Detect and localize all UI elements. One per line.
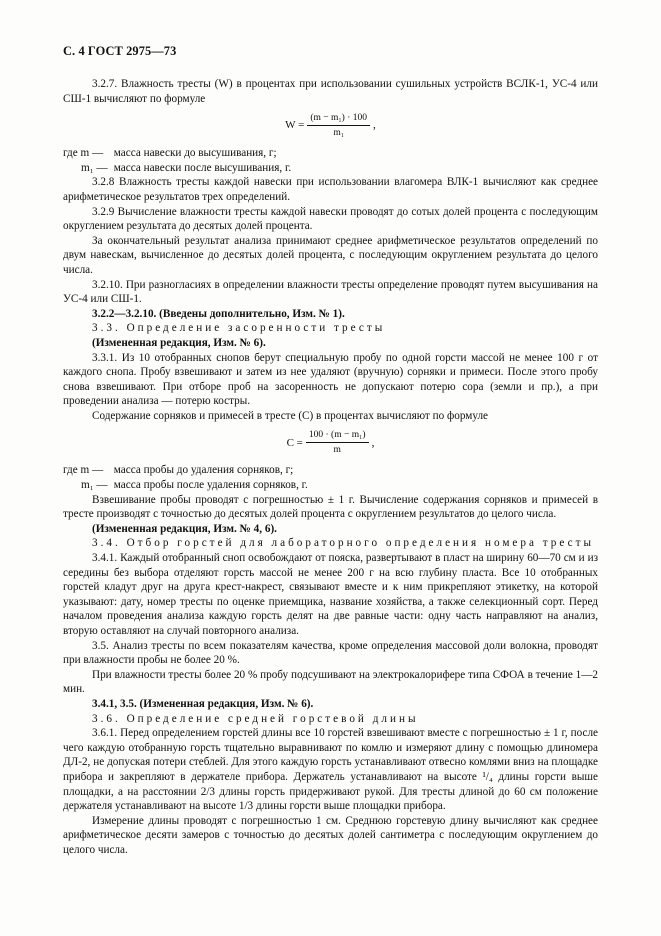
paragraph-3-2-9: 3.2.9 Вычисление влажности тресты каждой навески проводят до сотых долей процента с последующим округлением результата до десятых долей процента. <box>63 205 598 233</box>
formula-weeds <box>63 429 598 459</box>
paragraph-3-5: 3.5. Анализ тресты по всем показателям качества, кроме определения массовой доли волокна, проводят при влажности пробы не более 20 %. <box>63 639 598 667</box>
variable-definition <box>63 478 598 493</box>
variable-definitions-1 <box>63 146 598 175</box>
variable-label: m₁ — <box>81 161 108 174</box>
formula-denominator: m <box>333 445 341 456</box>
amendment-note: 3.2.2—3.2.10. (Введены дополнительно, Изм. № 1). <box>92 307 345 320</box>
paragraph-3-2-10: 3.2.10. При разногласиях в определении влажности тресты определение проводят путем высушивания на УС-4 или СШ-1. <box>63 278 598 306</box>
amendment-note: 3.4.1, 3.5. (Измененная редакция, Изм. № 6). <box>92 697 314 710</box>
formula-numerator: (m − m₁) · 100 <box>307 112 370 126</box>
section-heading-3-6: 3.6. Определение средней горстевой длины <box>92 712 419 725</box>
paragraph-3-6-1: 3.6.1. Перед определением горстей длины все 10 горстей взвешивают вместе с погрешностью ± 1 г, после чего каждую отобранную горсть тщательно выравнивают по комлю и измеряют длину с помощью длиномера ДЛ-2, не допуская потери стеблей. Для этого каждую горсть устанавливают отвесно комлями вниз на площадке прибора и закрепляют в держателе прибора. Держатель устанавливают на высоте ¹/₄ длины горсти выше площадки, а на расстоянии 2/3 длины горсть придерживают рукой. Для тресты длиной до 60 см положение держателя устанавливают на высоте 1/3 длины горсти выше площадки прибора. <box>63 727 598 813</box>
section-heading-3-3: 3.3. Определение засоренности тресты <box>92 322 386 335</box>
variable-definition <box>63 161 598 176</box>
formula-comma: , <box>373 119 376 132</box>
variable-definition <box>63 463 598 478</box>
paragraph-weeds-formula-intro: Содержание сорняков и примесей в тресте (С) в процентах вычисляют по формуле <box>92 409 488 422</box>
variable-label: m₁ — <box>81 479 108 492</box>
formula-moisture <box>63 112 598 142</box>
formula-lhs: W = <box>285 119 305 132</box>
variable-label: где m — <box>63 464 104 477</box>
variable-definition <box>63 146 598 161</box>
document-body <box>63 77 598 858</box>
amendment-note: (Измененная редакция, Изм. № 6). <box>92 336 266 349</box>
paragraph-3-2-8: 3.2.8 Влажность тресты каждой навески при использовании влагомера ВЛК-1 вычисляют как среднее арифметическое результатов трех определений. <box>63 176 598 203</box>
variable-definitions-2 <box>63 463 598 492</box>
paragraph-3-3-1: 3.3.1. Из 10 отобранных снопов берут специальную пробу по одной горсти массой не менее 100 г от каждого снопа. Пробу взвешивают и затем из нее удаляют (вручную) сорняки и примеси. После этого пробу снова взвешивают. При отборе проб на засоренность не допускают потерю сора (земли и пр.), а при проведении анализа — потерю костры. <box>63 351 598 408</box>
formula-fraction <box>306 429 369 456</box>
paragraph-3-2-7: 3.2.7. Влажность тресты (W) в процентах при использовании сушильных устройств ВСЛК-1, УС-4 или СШ-1 вычисляют по формуле <box>63 78 598 105</box>
section-heading-3-4: 3.4. Отбор горстей для лабораторного определения номера тресты <box>92 537 594 550</box>
page-header: С. 4 ГОСТ 2975—73 <box>63 44 177 58</box>
variable-label: где m — <box>63 147 104 160</box>
paragraph-length-measurement: Измерение длины проводят с погрешностью 1 см. Среднюю горстевую длину вычисляют как среднее арифметическое десяти замеров с точностью до десятых долей сантиметра с последующим округлением до целого числа. <box>63 814 598 856</box>
paragraph-3-4-1: 3.4.1. Каждый отобранный сноп освобождают от пояска, развертывают в пласт на ширину 60—70 см и из середины без выбора отделяют горсть массой не менее 200 г на всю глубину пласта. Все 10 отобранных горстей кладут друг на друга крест-накрест, связывают вместе и к ним прикрепляют этикетку, на которой указывают: дату, номер тресты по оценке приемщика, название хозяйства, а также селекционный сорт. Перед началом проведения анализа каждую горсть делят на две равные части: одну часть направляют на анализ, вторую оставляют на случай повторного анализа. <box>63 552 598 637</box>
formula-fraction <box>307 112 370 139</box>
formula-comma: , <box>371 436 375 449</box>
variable-text: масса навески до высушивания, г; <box>113 147 277 160</box>
formula-numerator: 100 · (m − m₁) <box>306 429 369 443</box>
variable-text: масса пробы после удаления сорняков, г. <box>113 479 308 492</box>
variable-text: масса пробы до удаления сорняков, г; <box>113 464 294 477</box>
paragraph-weighing: Взвешивание пробы проводят с погрешностью ± 1 г. Вычисление содержания сорняков и примесей в тресте производят с точностью до десятых долей процента с округлением результатов до целого числа. <box>63 493 598 521</box>
amendment-note: (Измененная редакция, Изм. № 4, 6). <box>92 522 277 535</box>
formula-lhs: C = <box>286 436 303 449</box>
variable-text: масса навески после высушивания, г. <box>113 161 292 174</box>
formula-denominator: m₁ <box>333 128 345 139</box>
paragraph-final-result: За окончательный результат анализа принимают среднее арифметическое результатов определений по двум навескам, вычисленное до десятых долей процента, с последующим округлением результата до целого числа. <box>63 234 598 276</box>
paragraph-drying: При влажности тресты более 20 % пробу подсушивают на электрокалорифере типа СФОА в течение 1—2 мин. <box>63 668 598 696</box>
